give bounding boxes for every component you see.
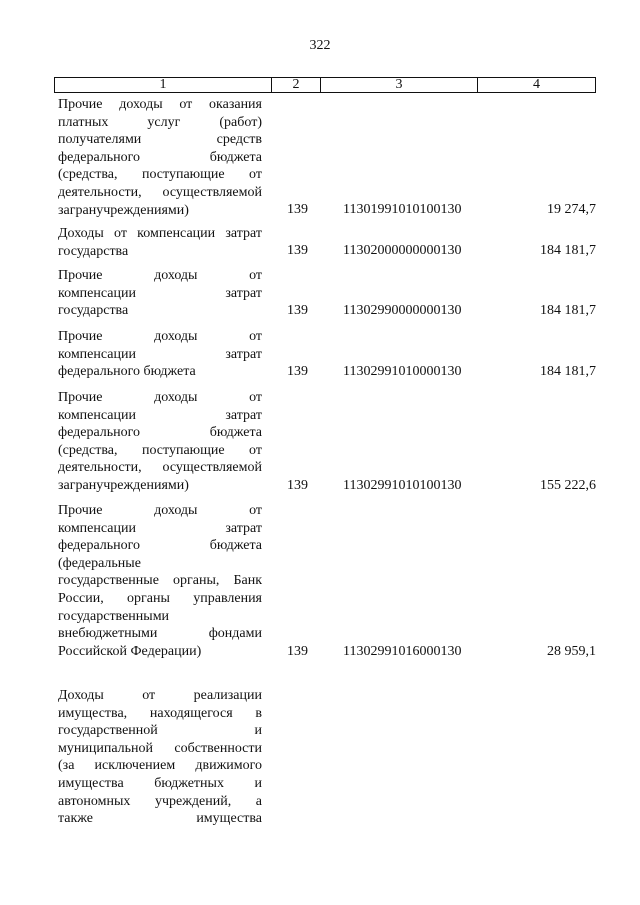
- description-line: России, органы управления: [58, 590, 262, 606]
- description-line: компенсации затрат: [58, 407, 262, 423]
- description-line: компенсации затрат: [58, 285, 262, 301]
- header-col-1: 1: [55, 78, 272, 92]
- description-line: Доходы от компенсации затрат: [58, 226, 262, 241]
- amount: 155 222,6: [540, 478, 596, 493]
- table-row: [58, 225, 598, 261]
- table-row: [58, 267, 598, 321]
- row-description: [58, 389, 262, 495]
- header-col-3: 3: [321, 78, 478, 92]
- description-line: федерального бюджета: [58, 364, 196, 380]
- row-description: [58, 687, 262, 828]
- table-row: [58, 96, 598, 220]
- row-description: [58, 328, 262, 381]
- admin-code: 139: [287, 364, 308, 379]
- description-line: федерального бюджета: [58, 425, 262, 441]
- table-row: [58, 389, 598, 495]
- admin-code: 139: [287, 202, 308, 217]
- kbk-code: 11301991010100130: [343, 202, 462, 217]
- description-line: федерального бюджета: [58, 149, 262, 165]
- description-line: Прочие доходы от: [58, 329, 262, 344]
- description-line: внебюджетными фондами: [58, 626, 262, 642]
- description-line: платных услуг (работ): [58, 114, 262, 130]
- description-line: государственными: [58, 608, 170, 624]
- description-line: Прочие доходы от: [58, 390, 262, 405]
- description-line: компенсации затрат: [58, 520, 262, 536]
- admin-code: 139: [287, 644, 308, 659]
- kbk-code: 11302000000000130: [343, 243, 462, 258]
- description-line: (федеральные: [58, 555, 141, 571]
- description-line: государственной и: [58, 723, 262, 739]
- row-description: [58, 502, 262, 660]
- description-line: (средства, поступающие от: [58, 442, 262, 458]
- description-line: автономных учреждений, а: [58, 793, 262, 809]
- table-row: [58, 328, 598, 382]
- amount: 184 181,7: [540, 303, 596, 318]
- row-description: [58, 267, 262, 320]
- page-number: 322: [309, 38, 331, 53]
- amount: 28 959,1: [547, 644, 596, 659]
- description-line: Российской Федерации): [58, 643, 202, 659]
- amount: 184 181,7: [540, 364, 596, 379]
- row-description: [58, 225, 262, 260]
- row-description: [58, 96, 262, 219]
- description-line: Прочие доходы от: [58, 503, 262, 518]
- table-row: [58, 687, 598, 831]
- description-line: загранучреждениями): [58, 202, 189, 218]
- admin-code: 139: [287, 478, 308, 493]
- description-line: муниципальной собственности: [58, 740, 262, 756]
- description-line: деятельности, осуществляемой: [58, 460, 262, 476]
- kbk-code: 11302991010100130: [343, 478, 462, 493]
- description-line: (за исключением движимого: [58, 758, 262, 774]
- admin-code: 139: [287, 303, 308, 318]
- header-col-2: 2: [272, 78, 321, 92]
- description-line: Доходы от реализации: [58, 688, 262, 703]
- amount: 19 274,7: [547, 202, 596, 217]
- description-line: получателями средств: [58, 132, 262, 148]
- description-line: деятельности, осуществляемой: [58, 184, 262, 200]
- description-line: Прочие доходы от: [58, 268, 262, 283]
- description-line: также имущества: [58, 811, 262, 827]
- description-line: Прочие доходы от оказания: [58, 97, 262, 112]
- description-line: имущества бюджетных и: [58, 775, 262, 791]
- description-line: государства: [58, 303, 129, 319]
- amount: 184 181,7: [540, 243, 596, 258]
- description-line: государства: [58, 243, 129, 259]
- admin-code: 139: [287, 243, 308, 258]
- table-row: [58, 502, 598, 662]
- description-line: компенсации затрат: [58, 346, 262, 362]
- description-line: (средства, поступающие от: [58, 167, 262, 183]
- description-line: федерального бюджета: [58, 538, 262, 554]
- header-col-4: 4: [533, 77, 540, 92]
- description-line: государственные органы, Банк: [58, 573, 262, 589]
- table-header: [54, 77, 596, 93]
- kbk-code: 11302991016000130: [343, 644, 462, 659]
- description-line: загранучреждениями): [58, 477, 189, 493]
- kbk-code: 11302991010000130: [343, 364, 462, 379]
- kbk-code: 11302990000000130: [343, 303, 462, 318]
- description-line: имущества, находящегося в: [58, 705, 262, 721]
